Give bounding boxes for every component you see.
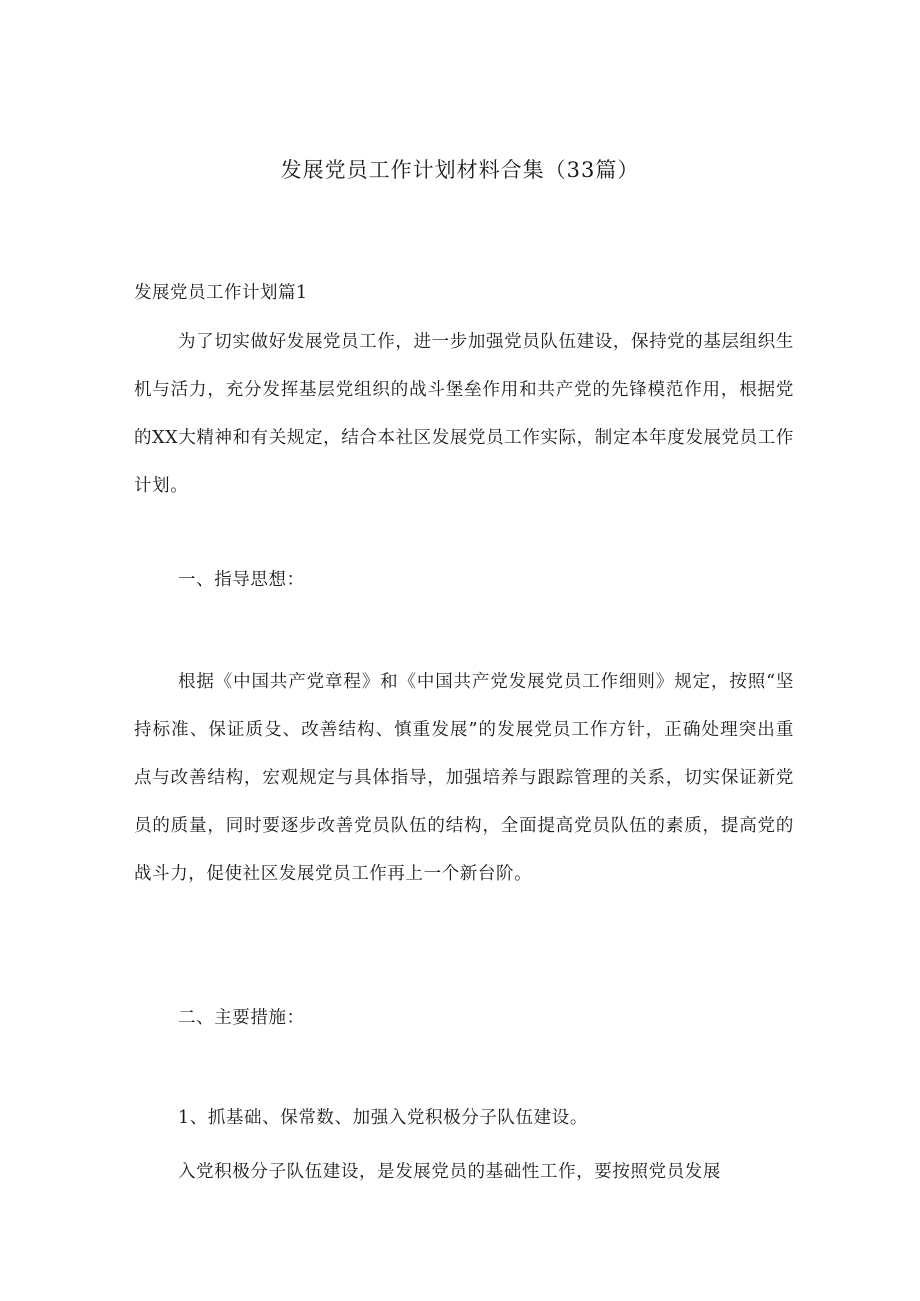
guiding-ideology-paragraph: 根据《中国共产党章程》和《中国共产党发展党员工作细则》规定，按照“坚持标准、保证质殳、改善结构、慎重发展”的发展党员工作方针，正确处理突出重点与改善结构，宏观规定与具体指导，加强培养与跟踪管理的关系，切实保证新党员的质量，同时要逐步改善党员队伍的结构，全面提高党员队伍的素质，提高党的战斗力，促使社区发展党员工作再上一个新台阶。 <box>134 672 794 884</box>
main-measures-heading: 二、主要措施： <box>178 1008 305 1028</box>
document-title: 发展党员工作计划材料合集（33篇） <box>280 158 640 182</box>
measure-item-1-heading: 1、抓基础、保常数、加强入党积极分子队伍建设。 <box>178 1108 588 1128</box>
intro-paragraph: 为了切实做好发展党员工作，进一步加强党员队伍建设，保持党的基层组织生机与活力，充分发挥基层党组织的战斗堡垒作用和共产党的先锋模范作用，根据党的XX大精神和有关规定，结合本社区发展党员工作实际，制定本年度发展党员工作计划。 <box>134 332 794 496</box>
section-heading: 发展党员工作计划篇1 <box>134 283 308 303</box>
measure-paragraph: 入党积极分子队伍建设，是发展党员的基础性工作，要按照党员发展 <box>178 1162 721 1182</box>
guiding-ideology-heading: 一、指导思想： <box>178 570 305 590</box>
